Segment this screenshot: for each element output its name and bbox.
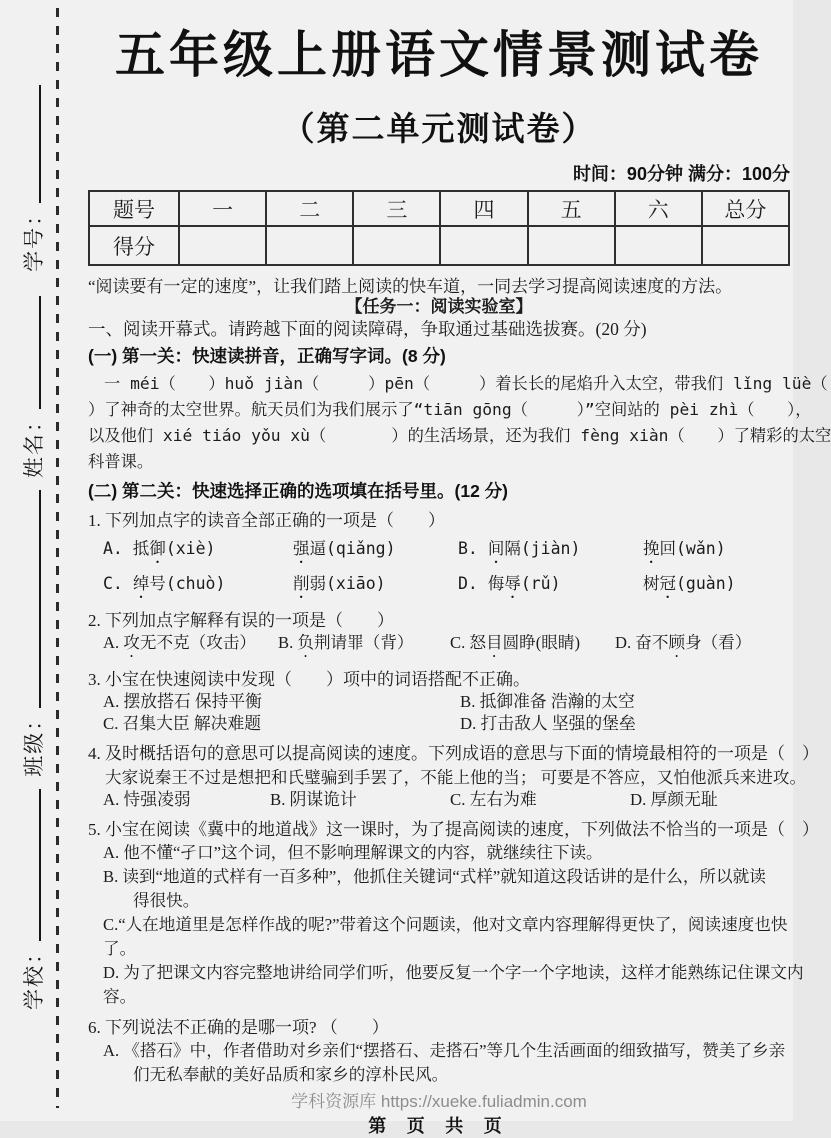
option-a: A. 恃强凌弱 xyxy=(103,790,191,809)
score-cell xyxy=(440,226,527,265)
question-5 xyxy=(88,819,819,1009)
task1-header: 【任务一：阅读实验室】 xyxy=(345,297,533,316)
option-c: C. 绰号(chuò) xyxy=(103,574,226,593)
option-row xyxy=(88,632,790,661)
class-blank-line xyxy=(12,490,41,708)
class-label: 班级： xyxy=(23,707,46,777)
question-stem: 5. 小宝在阅读《冀中的地道战》这一课时，为了提高阅读的速度，下列做法不恰当的一项是（ ） xyxy=(88,820,819,839)
name-blank-line xyxy=(12,296,41,409)
option-a-continued: 们无私奉献的美好品质和家乡的淳朴民风。 xyxy=(133,1065,449,1084)
question-stem: 2. 下列加点字解释有误的一项是（ ） xyxy=(88,611,394,630)
option-row xyxy=(103,535,790,567)
option-c: C.“人在地道里是怎样作战的呢?”带着这个问题读，他对文章内容理解得更快了，阅读速度也快 xyxy=(103,915,788,934)
score-table xyxy=(88,190,790,266)
score-table-header-cell: 四 xyxy=(440,191,527,226)
intro-text: “阅读要有一定的速度”，让我们踏上阅读的快车道，一同去学习提高阅读速度的方法。 xyxy=(88,277,733,296)
score-table-header-cell: 三 xyxy=(353,191,440,226)
option-d: D. 厚颜无耻 xyxy=(630,790,718,809)
question-stem: 4. 及时概括语句的意思可以提高阅读的速度。下列成语的意思与下面的情境最相符的一项是（ ） xyxy=(88,744,819,763)
name-label: 姓名： xyxy=(23,409,46,479)
page-subtitle: （第二单元测试卷） xyxy=(281,110,597,147)
paper-content xyxy=(88,20,831,1138)
score-cell xyxy=(615,226,702,265)
option-c-continued: 了。 xyxy=(103,939,137,958)
question-context: 大家说秦王不过是想把和氏璧骗到手罢了，不能上他的当； 可要是不答应，又怕他派兵来进攻。 xyxy=(105,768,807,787)
option-b-word2: 挽回(wǎn) xyxy=(643,539,726,558)
question-4 xyxy=(88,743,819,811)
score-table-header-cell: 题号 xyxy=(89,191,179,226)
score-table-header-cell: 五 xyxy=(528,191,615,226)
question-2 xyxy=(88,610,790,661)
question-stem: 6. 下列说法不正确的是哪一项? （ ） xyxy=(88,1018,389,1037)
option-c: C. 召集大臣 解决难题 xyxy=(103,714,262,733)
cut-line xyxy=(56,8,59,1108)
pinyin-line: 一 méi（ ）huǒ jiàn（ ）pēn（ ）着长长的尾焰升入太空，带我们 lǐng lüè（ xyxy=(104,374,828,393)
option-c: C. 怒目圆睁(眼睛) xyxy=(450,633,580,652)
option-a: A. 摆放搭石 保持平衡 xyxy=(103,692,262,711)
option-d: D. 打击敌人 坚强的堡垒 xyxy=(460,714,636,733)
option-b-continued: 得很快。 xyxy=(133,891,200,910)
question-options xyxy=(88,535,790,602)
option-b: B. 读到“地道的式样有一百多种”，他抓住关键词“式样”就知道这段话讲的是什么，所以就读 xyxy=(103,867,766,886)
score-cell xyxy=(702,226,789,265)
student-info-strip xyxy=(12,85,56,1010)
option-row xyxy=(103,570,790,602)
option-d: D. 奋不顾身（看） xyxy=(615,633,752,652)
score-table-header-cell: 二 xyxy=(266,191,353,226)
pinyin-passage xyxy=(88,371,831,475)
option-d-word2: 树冠(guàn) xyxy=(643,574,736,593)
pinyin-line: 科普课。 xyxy=(88,452,154,471)
score-table-header-cell: 总分 xyxy=(702,191,789,226)
option-a: A. 《搭石》中，作者借助对乡亲们“摆搭石、走搭石”等几个生活画面的细致描写，赞美了乡亲 xyxy=(103,1041,786,1060)
section1-title: 一、阅读开幕式。请跨越下面的阅读障碍，争取通过基础选拔赛。(20 分) xyxy=(88,319,647,339)
score-cell xyxy=(266,226,353,265)
option-a: A. 他不懂“孑口”这个词，但不影响理解课文的内容，就继续往下读。 xyxy=(103,843,603,862)
option-b: B. 负荆请罪（背） xyxy=(278,633,414,652)
score-table-score-row xyxy=(89,226,789,265)
footer-page-numbers: 第 页 共 页 xyxy=(368,1116,510,1136)
option-a: A. 抵御(xiè) xyxy=(103,539,216,558)
school-blank-line xyxy=(12,789,41,941)
score-row-label: 得分 xyxy=(89,226,179,265)
footer-source-link: 学科资源库 https://xueke.fuliadmin.com xyxy=(291,1092,587,1111)
exam-meta: 时间：90分钟 满分：100分 xyxy=(572,164,790,184)
pinyin-line: ）了神奇的太空世界。航天员们为我们展示了“tiān gōng（ ）”空间站的 pèi zhì（ ）， xyxy=(88,400,812,419)
score-cell xyxy=(353,226,440,265)
option-c: C. 左右为难 xyxy=(450,790,537,809)
score-table-header-cell: 一 xyxy=(179,191,266,226)
question-3 xyxy=(88,669,790,735)
option-a: A. 攻无不克（攻击） xyxy=(103,633,257,652)
option-d: D. 为了把课文内容完整地讲给同学们听，他要反复一个字一个字地读，这样才能熟练记住课文内 xyxy=(103,963,804,982)
student-id-blank-line xyxy=(12,85,41,203)
question-1 xyxy=(88,510,790,602)
student-id-label: 学号： xyxy=(23,202,46,272)
option-b: B. 间隔(jiàn) xyxy=(458,539,581,558)
part1-heading: (一) 第一关：快速读拼音，正确写字词。(8 分) xyxy=(88,346,446,366)
score-table-header-row xyxy=(89,191,789,226)
score-table-header-cell: 六 xyxy=(615,191,702,226)
score-cell xyxy=(179,226,266,265)
question-stem: 1. 下列加点字的读音全部正确的一项是（ ） xyxy=(88,511,445,530)
option-b: B. 阴谋诡计 xyxy=(270,790,357,809)
option-row xyxy=(88,691,790,735)
score-cell xyxy=(528,226,615,265)
option-d-continued: 容。 xyxy=(103,987,137,1006)
question-stem: 3. 小宝在快速阅读中发现（ ）项中的词语搭配不正确。 xyxy=(88,670,530,689)
page-title: 五年级上册语文情景测试卷 xyxy=(115,27,763,83)
option-c-word2: 削弱(xiāo) xyxy=(293,574,386,593)
part2-heading: (二) 第二关：快速选择正确的选项填在括号里。(12 分) xyxy=(88,481,508,501)
question-6 xyxy=(88,1017,790,1087)
option-row xyxy=(88,789,790,811)
option-d: D. 侮辱(rǔ) xyxy=(458,574,561,593)
option-a-word2: 强逼(qiǎng) xyxy=(293,539,396,558)
school-label: 学校： xyxy=(23,941,46,1010)
pinyin-line: 以及他们 xié tiáo yǒu xù（ ）的生活场景，还为我们 fèng xiàn（ ）了精彩的太空 xyxy=(88,426,831,445)
option-b: B. 抵御准备 浩瀚的太空 xyxy=(460,692,635,711)
